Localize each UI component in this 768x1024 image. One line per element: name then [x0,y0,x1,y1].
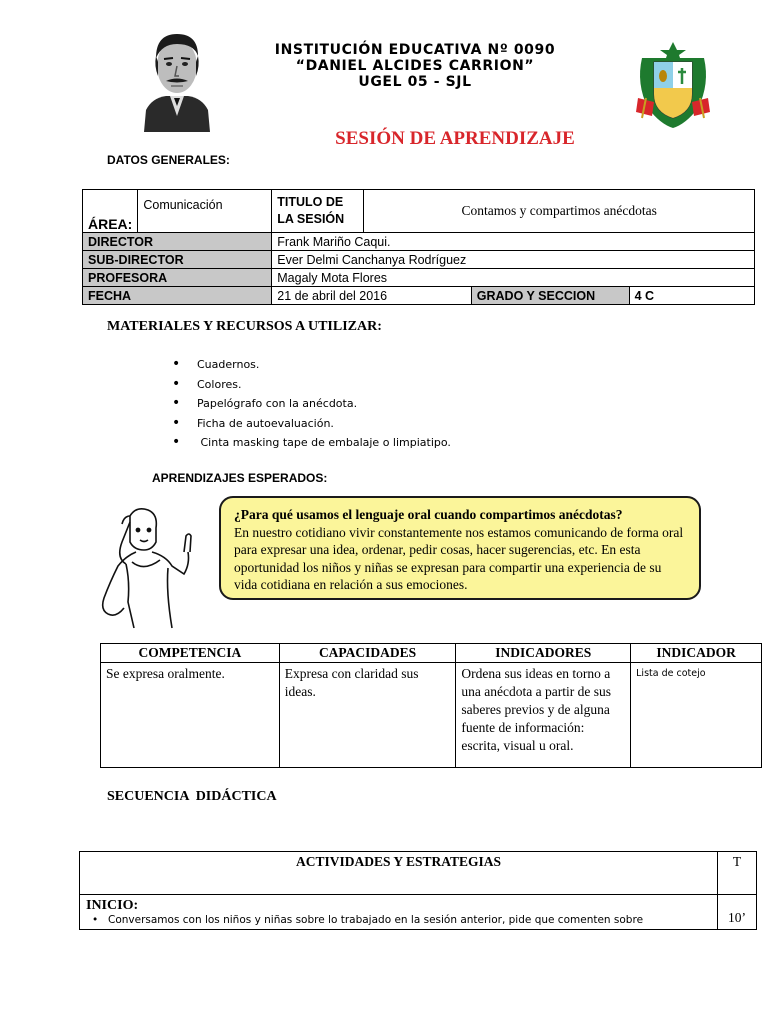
list-item: • Cuadernos. [172,355,451,375]
bubble-question: ¿Para qué usamos el lenguaje oral cuando compartimos anécdotas? [234,507,623,522]
fecha-value: 21 de abril del 2016 [272,287,472,305]
institution-ugel: UGEL 05 - SJL [358,74,472,90]
profesora-label: PROFESORA [83,269,272,287]
director-label: DIRECTOR [83,233,272,251]
inicio-label: INICIO: [86,898,139,913]
time-header: T [718,852,757,895]
fecha-label: FECHA [83,287,272,305]
list-item: • Colores. [172,375,451,395]
column-header: COMPETENCIA [101,644,280,663]
profesora-value: Magaly Mota Flores [272,269,755,287]
inicio-bullet-text: Conversamos con los niños y niñas sobre lo trabajado en la sesión anterior, pide que comenten sobre [108,914,644,926]
table-row [83,287,755,305]
question-bubble [219,496,701,600]
column-header: INDICADORES [456,644,631,663]
grado-label: GRADO Y SECCION [471,287,629,305]
bubble-text: En nuestro cotidiano vivir constantemente nos estamos comunicando de forma oral para expresar una idea, ordenar, pedir cosas, hacer sugerencias, etc. En esta oportunidad los niños y niñas se expresan para compartir una experiencia de su vida cotidiana en relación a sus emociones. [234,524,684,592]
competencias-table [100,643,762,768]
institution-name: INSTITUCIÓN EDUCATIVA Nº 0090 [274,42,556,58]
table-row [101,663,762,768]
secuencia-heading: SECUENCIA DIDÁCTICA [107,789,277,804]
indicador-cell: Lista de cotejo [631,663,762,768]
list-item: • Ficha de autoevaluación. [172,414,451,434]
grado-value: 4 C [629,287,754,305]
column-header: INDICADOR [631,644,762,663]
bullet-icon: • [92,914,99,926]
list-item: • Cinta masking tape de embalaje o limpiatipo. [172,433,451,453]
general-data-table [82,189,755,305]
inicio-time: 10’ [718,895,757,930]
aprendizajes-heading: APRENDIZAJES ESPERADOS: [152,471,328,485]
datos-generales-heading: DATOS GENERALES: [107,153,230,167]
capacidades-cell: Expresa con claridad sus ideas. [279,663,456,768]
materiales-heading: MATERIALES Y RECURSOS A UTILIZAR: [107,319,382,334]
activities-table [79,851,757,930]
inicio-bullet [86,914,711,926]
institution-header [200,42,630,90]
column-header: CAPACIDADES [279,644,456,663]
area-value: Comunicación [138,190,272,233]
subdirector-label: SUB-DIRECTOR [83,251,272,269]
table-header-row [80,852,757,895]
indicadores-cell: Ordena sus ideas en torno a una anécdota a partir de sus saberes previos y de alguna fuente de información: escrita, visual u oral. [456,663,631,768]
table-row [83,190,755,233]
activities-header: ACTIVIDADES Y ESTRATEGIAS [80,852,718,895]
titulo-value: Contamos y compartimos anécdotas [364,190,755,233]
subdirector-value: Ever Delmi Canchanya Rodríguez [272,251,755,269]
table-header-row [101,644,762,663]
girl-illustration [86,502,204,630]
table-row [80,895,757,930]
peru-coat-of-arms [632,38,714,130]
page-title: SESIÓN DE APRENDIZAJE [335,128,575,149]
table-row [83,269,755,287]
director-value: Frank Mariño Caqui. [272,233,755,251]
titulo-label: TITULO DE LA SESIÓN [272,190,364,233]
materials-list [172,355,451,453]
list-item: • Papelógrafo con la anécdota. [172,394,451,414]
institution-patron: “DANIEL ALCIDES CARRION” [295,58,535,74]
table-row [83,233,755,251]
area-label: ÁREA: [83,190,138,233]
inicio-cell [80,895,718,930]
table-row [83,251,755,269]
competencia-cell: Se expresa oralmente. [101,663,280,768]
